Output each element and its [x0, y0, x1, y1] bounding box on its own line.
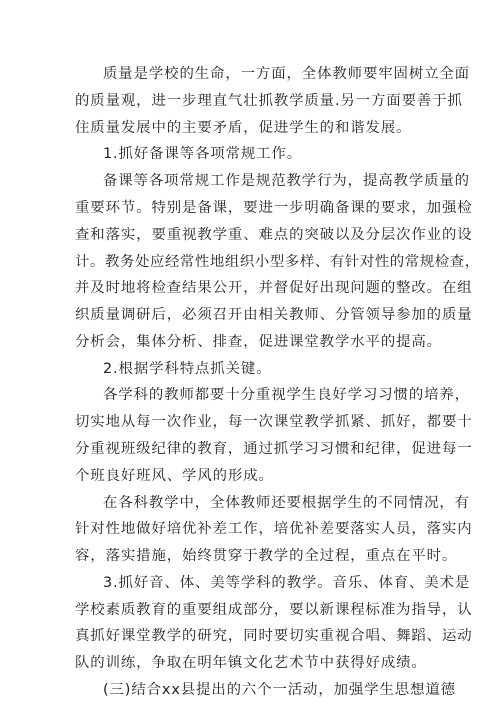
paragraph-line: 质量是学校的生命，一方面，全体教师要牢固树立全面: [103, 66, 470, 82]
paragraph-line: 在各科教学中，全体教师还要根据学生的不同情况，有: [103, 494, 470, 511]
section-heading: 1.抓好备课等各项常规工作。: [103, 146, 303, 163]
paragraph-line: 容，落实措施，始终贯穿于教学的全过程，重点在平时。: [75, 548, 458, 565]
paragraph-line: 分析会，集体分析、排查，促进课堂教学水平的提高。: [75, 333, 442, 350]
paragraph-line: 的质量观，进一步理直气壮抓教学质量.另一方面要善于抓: [75, 92, 463, 109]
paragraph-line: 分重视班级纪律的教育，通过抓学习习惯和纪律，促进每一: [75, 441, 473, 457]
paragraph-line: 切实地从每一次作业，每一次课堂教学抓紧、抓好，都要十: [75, 414, 473, 431]
section-heading: (三)结合xx县提出的六个一活动，加强学生思想道德: [103, 682, 456, 698]
paragraph-line: 各学科的教师都要十分重视学生良好学习习惯的培养，: [103, 387, 470, 404]
paragraph-line: 并及时地将检查结果公开，并督促好出现问题的整改。在组: [75, 280, 473, 297]
paragraph-line: 备课等各项常规工作是规范教学行为，提高教学质量的: [103, 173, 470, 190]
paragraph-line: 重要环节。特别是备课，要进一步明确备课的要求，加强检: [75, 199, 473, 216]
paragraph-line: 学校素质教育的重要组成部分，要以新课程标准为指导，认: [75, 601, 473, 618]
paragraph-line: 查和落实，要重视教学重、难点的突破以及分层次作业的设: [75, 226, 473, 243]
paragraph-line: 队的训练，争取在明年镇文化艺术节中获得好成绩。: [75, 655, 427, 672]
paragraph-line: 真抓好课堂教学的研究，同时要切实重视合唱、舞蹈、运动: [75, 628, 473, 645]
paragraph-line: 计。教务处应经常性地组织小型多样、有针对性的常规检查，: [75, 253, 480, 270]
paragraph-line: 织质量调研后，必须召开由相关教师、分管领导参加的质量: [75, 307, 473, 323]
paragraph-line: 住质量发展中的主要矛盾，促进学生的和谐发展。: [75, 119, 412, 136]
paragraph-line: 针对性地做好培优补差工作，培优补差要落实人员，落实内: [75, 521, 473, 538]
section-heading: 2.根据学科特点抓关键。: [103, 360, 272, 377]
section-heading: 3.抓好音、体、美等学科的教学。音乐、体育、美术是: [103, 574, 471, 591]
paragraph-line: 个班良好班风、学风的形成。: [75, 467, 274, 484]
